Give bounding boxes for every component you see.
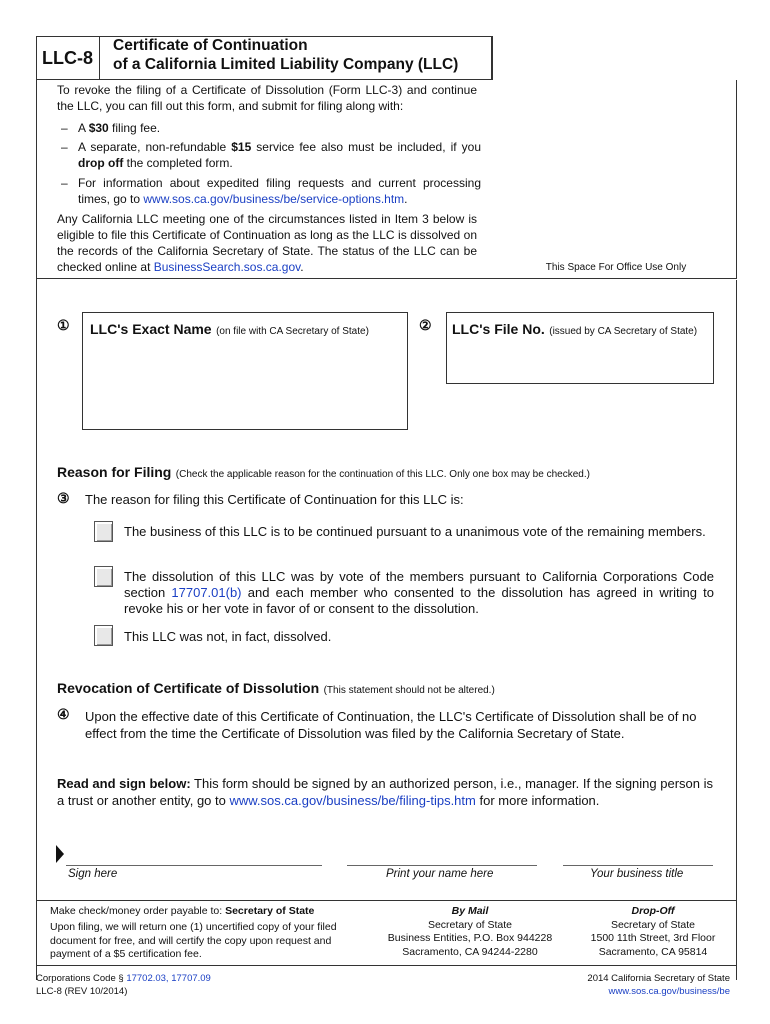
- signature-field[interactable]: [66, 865, 322, 866]
- bullet-dash: –: [61, 121, 68, 135]
- section-17707-link[interactable]: 17707.01(b): [171, 585, 242, 600]
- print-name-label: Print your name here: [386, 868, 494, 880]
- not-dissolved-checkbox[interactable]: [94, 625, 113, 646]
- office-use-label: This Space For Office Use Only: [545, 262, 687, 273]
- drop-off-address: [568, 905, 738, 959]
- bullet1-prefix: A: [78, 121, 89, 135]
- unanimous-vote-checkbox[interactable]: [94, 521, 113, 542]
- office-use-box: [492, 80, 737, 278]
- form-title-line2: of a California Limited Liability Company (LLC): [113, 56, 459, 73]
- business-title-label: Your business title: [590, 868, 684, 880]
- sign-here-label: Sign here: [68, 868, 118, 880]
- bullet3-prefix: For information about expedited filing requests and current processing times, go to: [78, 176, 481, 206]
- payable-recipient: Secretary of State: [225, 905, 315, 917]
- business-search-link[interactable]: BusinessSearch.sos.ca.gov: [153, 260, 301, 274]
- code-prefix: Corporations Code §: [36, 973, 127, 984]
- reason-note: (Check the applicable reason for the continuation of this LLC. Only one box may be checked.): [175, 469, 590, 480]
- copyright: 2014 California Secretary of State: [587, 973, 730, 984]
- drop-line2: 1500 11th Street, 3rd Floor: [590, 932, 716, 944]
- unanimous-vote-option: The business of this LLC is to be continued pursuant to a unanimous vote of the remaining members.: [124, 524, 706, 539]
- vote-revoked-option: [124, 569, 714, 617]
- printed-name-field[interactable]: [347, 865, 537, 866]
- bullet3-suffix: .: [404, 192, 408, 206]
- llc-name-label: [90, 321, 369, 339]
- mail-line1: Secretary of State: [427, 918, 513, 931]
- bullet2-prefix: A separate, non-refundable: [78, 140, 232, 154]
- reason-heading-text: Reason for Filing: [57, 464, 172, 480]
- form-number: LLC-8: [36, 36, 100, 80]
- drop-line3: Sacramento, CA 95814: [598, 945, 708, 958]
- llc-name-heading: LLC's Exact Name: [90, 321, 212, 337]
- bullet-dash: –: [61, 176, 68, 190]
- eligibility-end: .: [300, 260, 304, 274]
- sign-text: This form should be signed by an authorized person, i.e., manager. If the signing person is a trust or another entity, go to: [57, 776, 714, 808]
- form-revision: LLC-8 (REV 10/2014): [36, 986, 128, 997]
- payable-prefix: Make check/money order payable to:: [50, 905, 226, 917]
- sign-text-suffix: for more information.: [475, 793, 600, 808]
- business-title-field[interactable]: [563, 865, 713, 866]
- option2-suffix: and each member who consented to the dissolution has agreed in writing to revoke his or her vote in favor of or consent to the dissolution.: [124, 585, 714, 616]
- llc-name-sublabel: (on file with CA Secretary of State): [216, 326, 369, 337]
- filing-tips-link[interactable]: www.sos.ca.gov/business/be/filing-tips.htm: [229, 793, 476, 808]
- filing-note: Upon filing, we will return one (1) uncertified copy of your filed document for free, and will certify the copy upon request and payment of a $5 certification fee.: [50, 921, 337, 960]
- read-and-sign-paragraph: [57, 775, 713, 809]
- llc-file-heading: LLC's File No.: [452, 321, 545, 337]
- bullet2-suffix: the completed form.: [123, 156, 233, 170]
- bullet2-drop-off: drop off: [78, 156, 124, 170]
- mail-line3: Sacramento, CA 94244-2280: [402, 945, 538, 958]
- code-sections-link[interactable]: 17702.03, 17707.09: [126, 973, 211, 984]
- eligibility-text: Any California LLC meeting one of the circumstances listed in Item 3 below is eligible to file this Certificate of Continuation as long as the LLC is dissolved on the records of the California Secretary of State. The status of the LLC can be checked online at: [57, 212, 477, 274]
- drop-line1: Secretary of State: [610, 918, 696, 931]
- corporations-code-ref: [36, 972, 211, 985]
- office-box-bottom-line: [36, 278, 737, 279]
- not-dissolved-option: This LLC was not, in fact, dissolved.: [124, 629, 332, 644]
- bullet-filing-fee: [61, 120, 481, 136]
- form-title-line1: Certificate of Continuation: [113, 37, 308, 54]
- revocation-heading: [57, 680, 495, 698]
- mail-line2: Business Entities, P.O. Box 944228: [387, 932, 553, 944]
- option2-prefix: The dissolution of this LLC was by vote of the members pursuant to California Corporations Code section: [124, 569, 714, 600]
- bullet2-amount: $15: [231, 140, 252, 154]
- by-mail-address: [380, 905, 560, 959]
- bullet1-suffix: filing fee.: [108, 121, 161, 135]
- drop-off-heading: Drop-Off: [631, 905, 675, 917]
- llc-file-sublabel: (issued by CA Secretary of State): [549, 326, 698, 337]
- bullet2-mid: service fee also must be included, if you: [251, 140, 481, 154]
- bullet1-amount: $30: [88, 121, 109, 135]
- revocation-note: (This statement should not be altered.): [323, 685, 495, 696]
- bullet-service-fee: [61, 139, 481, 171]
- read-and-sign-heading: Read and sign below:: [57, 776, 191, 791]
- right-border: [736, 280, 737, 980]
- item-number-1: ①: [57, 317, 70, 333]
- reason-intro: The reason for filing this Certificate of Continuation for this LLC is:: [85, 492, 464, 507]
- llc-file-number-label: [452, 321, 697, 339]
- item-number-4: ④: [57, 706, 70, 722]
- service-options-link[interactable]: www.sos.ca.gov/business/be/service-options.htm: [143, 192, 405, 206]
- item-number-3: ③: [57, 490, 70, 506]
- revocation-statement: Upon the effective date of this Certificate of Continuation, the LLC's Certificate of Dissolution shall be of no effect from the time the Certificate of Dissolution was filed by the California Secretary of State.: [85, 709, 697, 741]
- bullet-expedited: [61, 175, 481, 207]
- reason-for-filing-heading: [57, 464, 590, 482]
- by-mail-heading: By Mail: [451, 905, 489, 917]
- item-number-2: ②: [419, 317, 432, 333]
- bullet-dash: –: [61, 140, 68, 154]
- sign-arrow-icon: [56, 845, 64, 863]
- vote-revoked-checkbox[interactable]: [94, 566, 113, 587]
- payable-to: [50, 905, 314, 919]
- intro-paragraph: To revoke the filing of a Certificate of Dissolution (Form LLC-3) and continue the LLC, you can fill out this form, and submit for filing along with:: [57, 83, 477, 113]
- footer-url-link[interactable]: www.sos.ca.gov/business/be: [608, 986, 730, 997]
- office-box-divider: [492, 36, 493, 80]
- revocation-heading-text: Revocation of Certificate of Dissolution: [57, 680, 320, 696]
- eligibility-paragraph: [57, 211, 477, 275]
- left-border: [36, 80, 37, 980]
